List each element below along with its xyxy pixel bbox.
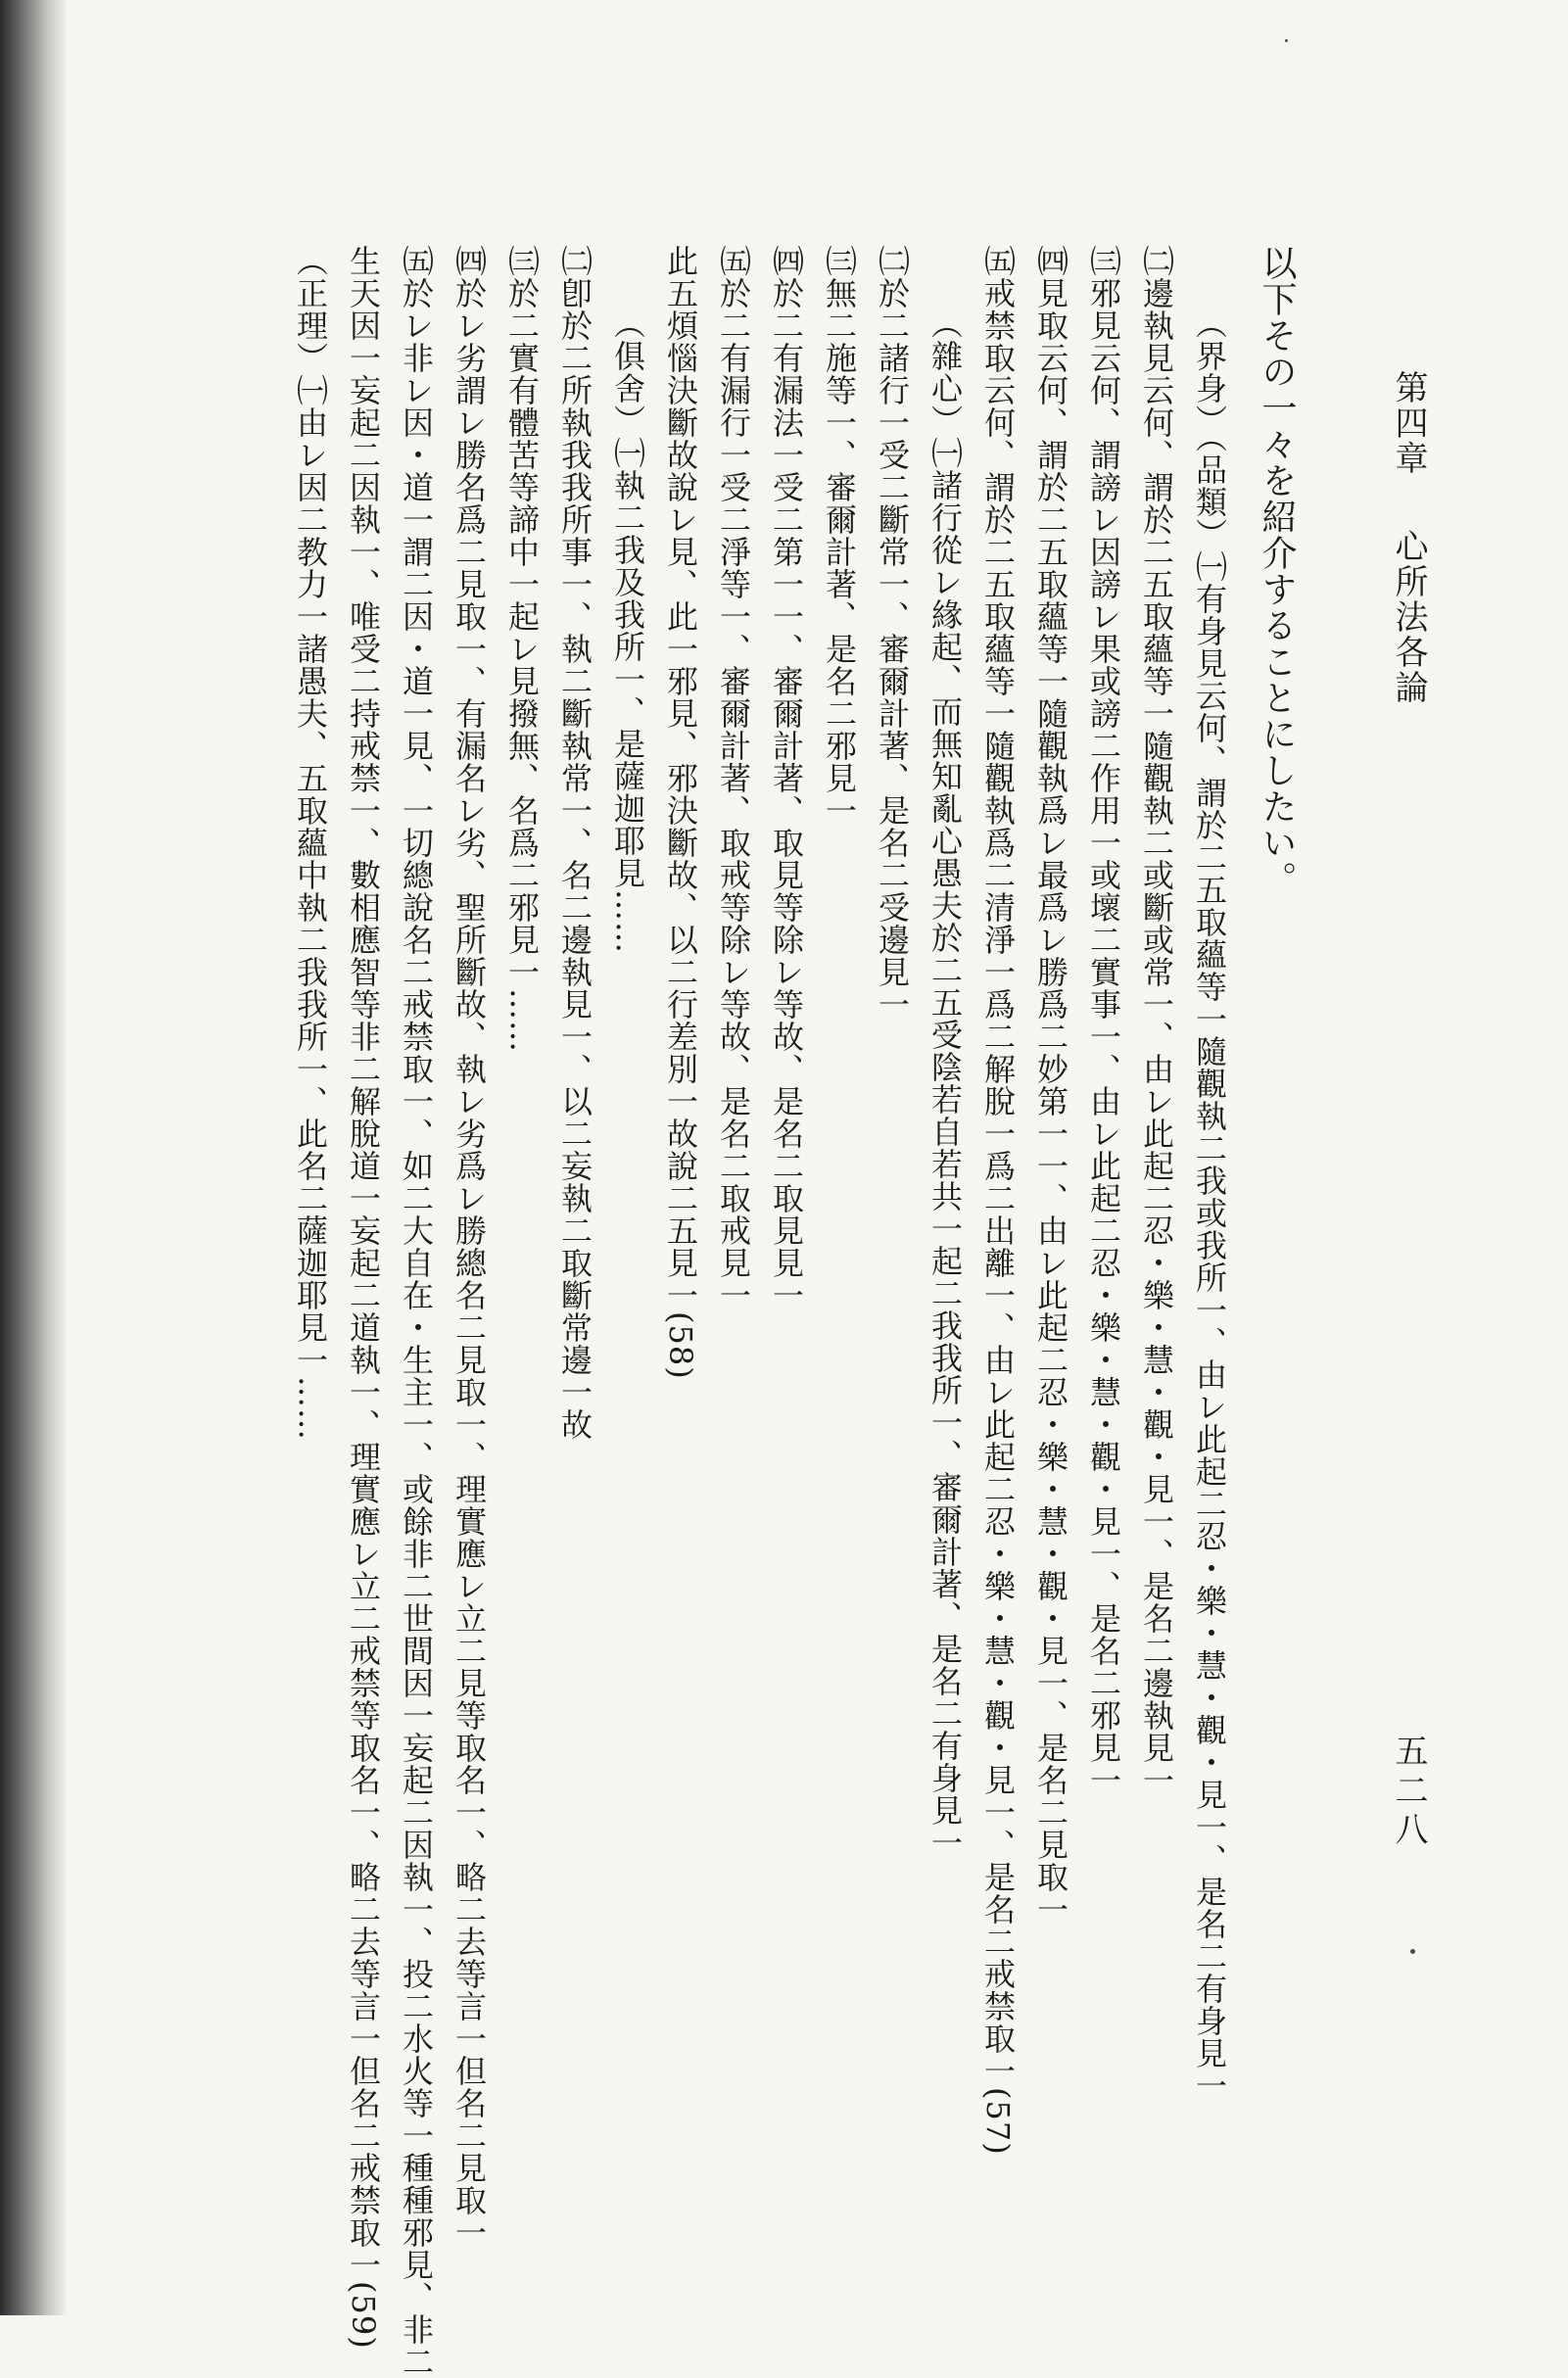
text-line: 生天因一妄起二因執一、唯受二持戒禁一、數相應智等非二解脫道一妄起二道執一、理實應レ立二戒禁等取名一、略二去等言一但名二戒禁取一(59) (345, 245, 382, 2350)
text-line: ㈣見取云何、謂於二五取蘊等一隨觀執爲レ最爲レ勝爲二妙第一一、由レ此起二忍・樂・慧・觀・見一、是名二見取一 (1032, 245, 1069, 1926)
scan-speck (1285, 39, 1288, 42)
text-line: ㈤戒禁取云何、謂於二五取蘊等一隨觀執爲二清淨一爲二解脫一爲二出離一、由レ此起二忍・樂・慧・觀・見一、是名二戒禁取一(57) (979, 245, 1017, 2156)
chapter-title: 心所法各論 (1389, 529, 1428, 705)
text-line: ㈤於二有漏行一受二淨等一、審爾計著、取戒等除レ等故、是名二取戒見一 (715, 245, 752, 1311)
text-line: ㈢邪見云何、謂謗レ因謗レ果或謗二作用一或壞二實事一、由レ此起二忍・樂・慧・觀・見一、是名二邪見一 (1085, 245, 1122, 1796)
text-line: （俱舍）㈠執二我及我所一、是薩迦耶見…… (609, 308, 646, 954)
text-line: ㈡卽於二所執我我所事一、執二斷執常一、名二邊執見一、以二妄執二取斷常邊一故 (556, 245, 594, 1441)
text-line: （雜心）㈠諸行從レ緣起、而無知亂心愚夫於二五受陰若自若共一起二我我所一、審爾計著、是名二有身見一 (927, 308, 964, 1859)
scan-speck (1410, 1949, 1415, 1954)
text-line: ㈤於レ非レ因・道一謂二因・道一見、一切總說名二戒禁取一、如二大自在・生主一、或餘非二世間因一妄起二因執一、投二水火等一種種邪見、非二 (398, 245, 435, 2378)
text-line: ㈡於二諸行一受二斷常一、審爾計著、是名二受邊見一 (874, 245, 911, 1021)
text-line: ㈣於レ劣謂レ勝名爲二見取一、有漏名レ劣、聖所斷故、執レ劣爲レ勝總名二見取一、理實應レ立二見等取名一、略二去等言一但名二見取一 (451, 245, 488, 2249)
text-line: ㈣於二有漏法一受二第一一、審爾計著、取見等除レ等故、是名二取見見一 (768, 245, 805, 1311)
chapter-heading: 第四章 (1389, 370, 1428, 476)
text-line: ㈢無二施等一、審爾計著、是名二邪見一 (821, 245, 858, 827)
text-line: ㈡邊執見云何、謂於二五取蘊等一隨觀執二或斷或常一、由レ此起二忍・樂・慧・觀・見一、是名二邊執見一 (1138, 245, 1175, 1796)
intro-line: 以下その一々を紹介することにしたい。 (1257, 245, 1297, 897)
body-text (147, 245, 1303, 2378)
text-line: 此五煩惱決斷故說レ見、此一邪見、邪決斷故、以二行差別一故說二五見一(58) (662, 245, 699, 1380)
text-line: ㈢於二實有體苦等諦中一起レ見撥無、名爲二邪見一…… (503, 245, 541, 1053)
text-line: （正理）㈠由レ因二教力一諸愚夫、五取蘊中執二我我所一、此名二薩迦耶見一…… (292, 245, 329, 1441)
scan-gutter-shadow (0, 0, 69, 2315)
text-line: （界身）（品類）㈠有身見云何、謂於二五取蘊等一隨觀執二我或我所一、由レ此起二忍・樂・慧・觀・見一、是名二有身見一 (1191, 308, 1228, 2102)
page-number: 五二八 (1389, 1734, 1428, 1851)
